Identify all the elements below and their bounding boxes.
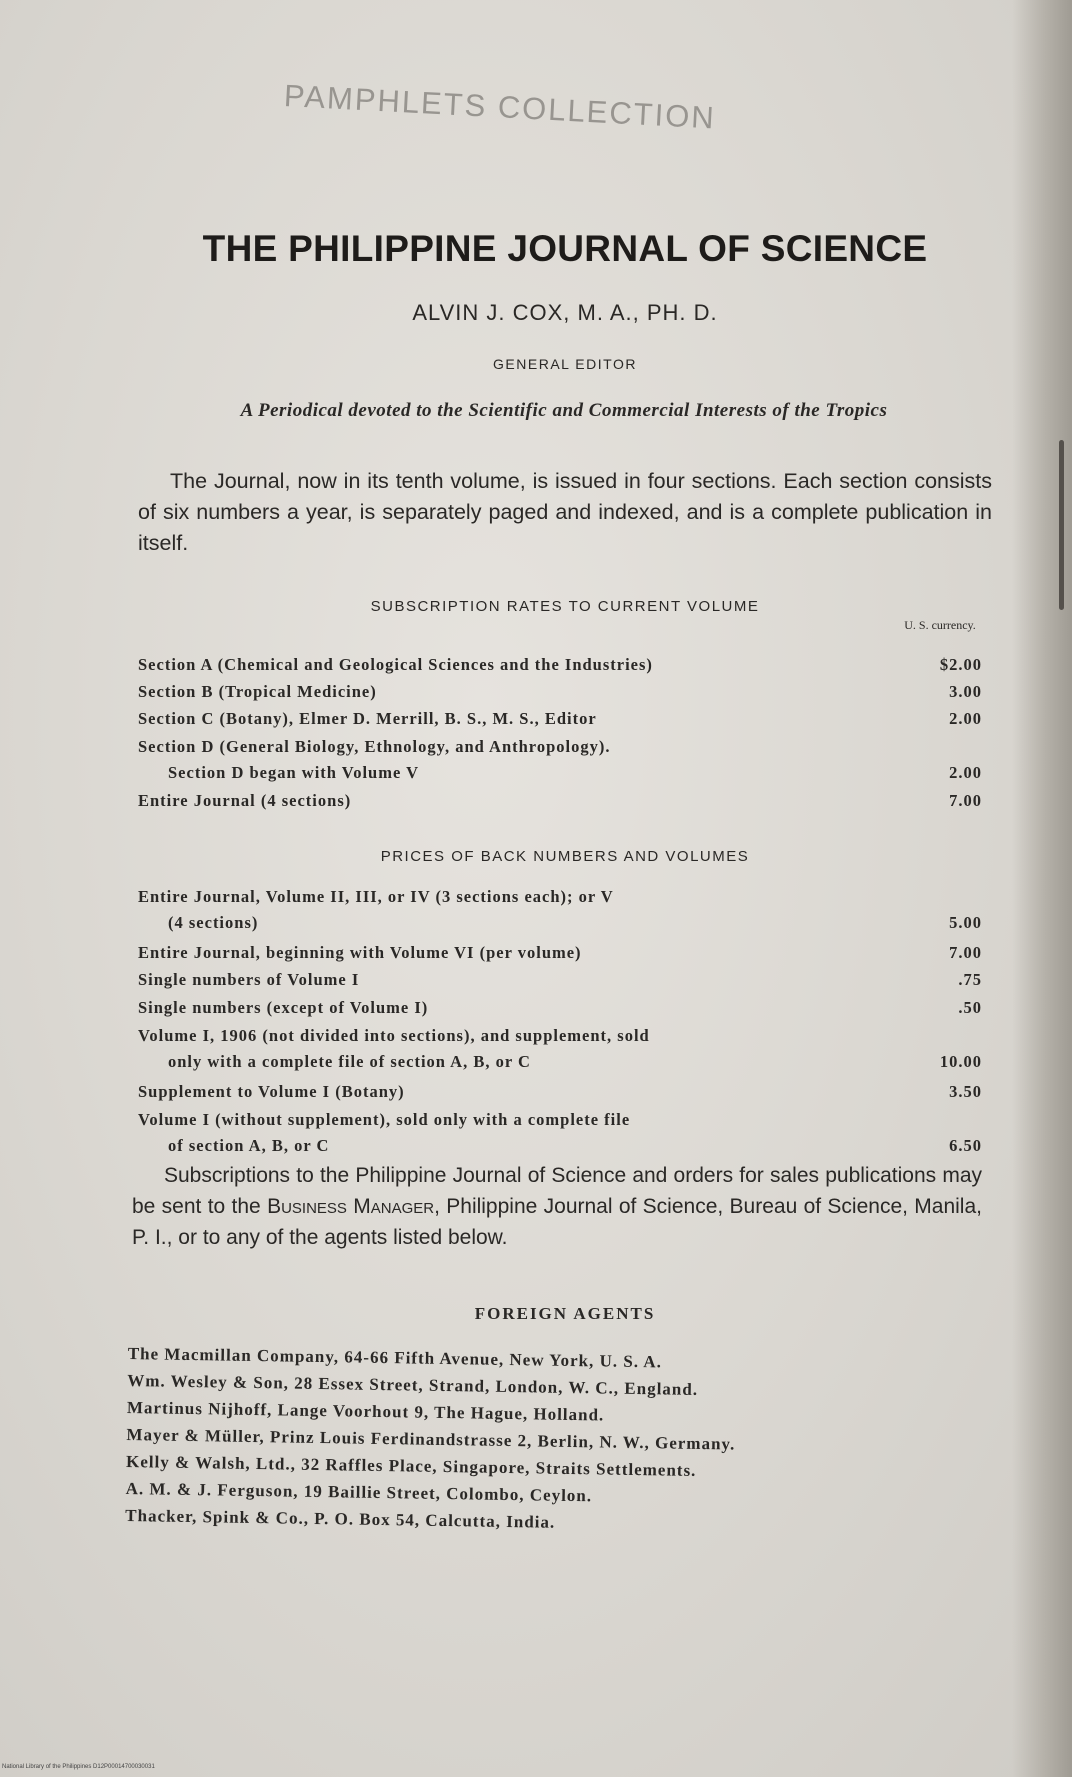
business-manager-label: Business Manager bbox=[267, 1195, 435, 1218]
journal-title: THE PHILIPPINE JOURNAL OF SCIENCE bbox=[202, 228, 928, 269]
editor-name: ALVIN J. COX, M. A., PH. D. bbox=[412, 300, 718, 325]
back-number-text-continued: only with a complete file of section A, B, or C bbox=[168, 1052, 531, 1071]
rate-price: $2.00 bbox=[939, 655, 982, 674]
rate-row bbox=[138, 652, 982, 678]
foreign-agents-heading: FOREIGN AGENTS bbox=[474, 1304, 656, 1323]
back-number-row bbox=[138, 1107, 982, 1159]
rate-text: Section A (Chemical and Geological Sciences and the Industries) bbox=[138, 655, 653, 674]
agent-entry: Martinus Nijhoff, Lange Voorhout 9, The Hague, Holland. bbox=[126, 1397, 605, 1425]
intro-paragraph: The Journal, now in its tenth volume, is issued in four sections. Each section consists of six numbers a year, is separately paged and indexed, and is a complete publication in itself. bbox=[138, 469, 992, 555]
scan-footer: National Library of the Philippines D12P00014700030031 bbox=[2, 1764, 155, 1770]
agent-entry: Thacker, Spink & Co., P. O. Box 54, Calcutta, India. bbox=[125, 1505, 556, 1532]
foreign-agents-list bbox=[125, 1340, 998, 1543]
rate-text: Section C (Botany), Elmer D. Merrill, B. S., M. S., Editor bbox=[138, 709, 597, 728]
rate-price: 3.00 bbox=[949, 682, 982, 701]
back-number-text-continued: (4 sections) bbox=[168, 913, 259, 932]
back-number-row bbox=[138, 995, 982, 1021]
back-number-row bbox=[138, 1023, 982, 1075]
rate-price: 2.00 bbox=[949, 709, 982, 728]
editor-role: GENERAL EDITOR bbox=[493, 356, 637, 372]
rate-price: 2.00 bbox=[949, 763, 982, 782]
back-number-text: Single numbers (except of Volume I) bbox=[138, 998, 429, 1017]
back-number-price: 3.50 bbox=[949, 1082, 982, 1101]
agent-entry: The Macmillan Company, 64-66 Fifth Avenue, New York, U. S. A. bbox=[127, 1343, 663, 1372]
binding-mark bbox=[1059, 440, 1064, 610]
back-numbers-heading: PRICES OF BACK NUMBERS AND VOLUMES bbox=[380, 848, 750, 865]
subscriptions-paragraph bbox=[132, 1160, 982, 1253]
back-number-text: Single numbers of Volume I bbox=[138, 970, 360, 989]
collection-stamp: PAMPHLETS COLLECTION bbox=[283, 78, 717, 136]
back-number-text: Volume I (without supplement), sold only with a complete file bbox=[138, 1110, 631, 1129]
rate-text: Entire Journal (4 sections) bbox=[138, 791, 352, 810]
journal-tagline: A Periodical devoted to the Scientific and Commercial Interests of the Tropics bbox=[240, 400, 888, 421]
agent-entry: A. M. & J. Ferguson, 19 Baillie Street, Colombo, Ceylon. bbox=[125, 1478, 593, 1506]
back-number-text: Entire Journal, Volume II, III, or IV (3 sections each); or V bbox=[138, 887, 614, 906]
back-number-row bbox=[138, 940, 982, 966]
rate-row bbox=[138, 788, 982, 814]
back-number-text-continued: of section A, B, or C bbox=[168, 1136, 330, 1155]
back-number-row bbox=[138, 884, 982, 936]
back-number-text: Volume I, 1906 (not divided into sections), and supplement, sold bbox=[138, 1026, 650, 1045]
back-number-row bbox=[138, 1079, 982, 1105]
book-spine-shadow bbox=[1012, 0, 1072, 1777]
rate-text-continued: Section D began with Volume V bbox=[168, 763, 420, 782]
agent-entry: Wm. Wesley & Son, 28 Essex Street, Strand, London, W. C., England. bbox=[127, 1370, 699, 1399]
rate-row bbox=[138, 679, 982, 705]
back-number-price: 6.50 bbox=[949, 1136, 982, 1155]
agent-entry: Kelly & Walsh, Ltd., 32 Raffles Place, Singapore, Straits Settlements. bbox=[125, 1451, 697, 1480]
back-number-price: .50 bbox=[958, 998, 982, 1017]
back-number-price: 7.00 bbox=[949, 943, 982, 962]
back-number-text: Supplement to Volume I (Botany) bbox=[138, 1082, 405, 1101]
back-number-price: 5.00 bbox=[949, 913, 982, 932]
currency-label: U. S. currency. bbox=[904, 618, 976, 632]
rate-row bbox=[138, 706, 982, 732]
rate-text: Section D (General Biology, Ethnology, and Anthropology). bbox=[138, 737, 611, 756]
back-number-text: Entire Journal, beginning with Volume VI (per volume) bbox=[138, 943, 582, 962]
subscription-heading: SUBSCRIPTION RATES TO CURRENT VOLUME bbox=[370, 598, 760, 615]
back-number-price: .75 bbox=[958, 970, 982, 989]
subscriptions-text-end: , Philippine Journal of Science, Bureau of Science, Manila, P. I., or to any of the agents listed below. bbox=[132, 1195, 982, 1249]
rate-row bbox=[138, 734, 982, 786]
rate-text: Section B (Tropical Medicine) bbox=[138, 682, 377, 701]
back-number-price: 10.00 bbox=[939, 1052, 982, 1071]
agent-entry: Mayer & Müller, Prinz Louis Ferdinandstrasse 2, Berlin, N. W., Germany. bbox=[126, 1424, 736, 1454]
back-number-row bbox=[138, 967, 982, 993]
rate-price: 7.00 bbox=[949, 791, 982, 810]
subscriptions-text: Subscriptions to the Philippine Journal of Science and orders for sales publications may be sent to the bbox=[132, 1164, 982, 1218]
